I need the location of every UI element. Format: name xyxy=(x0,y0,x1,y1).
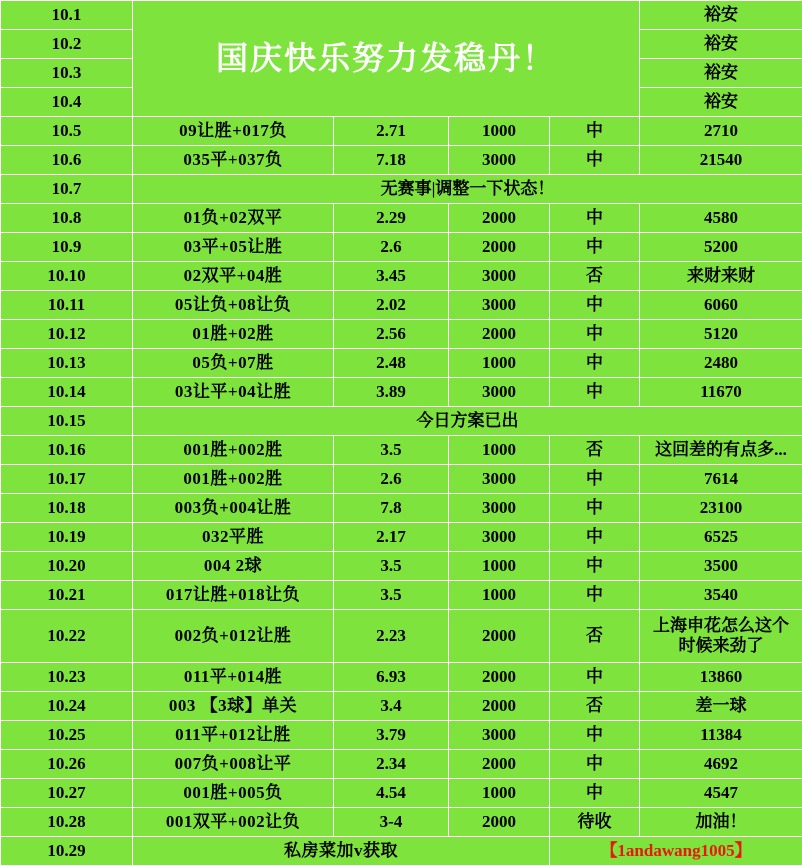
row-date: 10.21 xyxy=(1,581,133,610)
row-pick: 002负+012让胜 xyxy=(133,610,334,663)
row-odds: 2.34 xyxy=(334,750,449,779)
row-return: 5200 xyxy=(640,233,802,262)
row-stake: 2000 xyxy=(449,692,550,721)
row-date: 10.22 xyxy=(1,610,133,663)
row-return: 13860 xyxy=(640,663,802,692)
row-result: 中 xyxy=(550,204,640,233)
table-row xyxy=(1,610,802,663)
row-pick: 03让平+04让胜 xyxy=(133,378,334,407)
table-row xyxy=(1,552,802,581)
row-return: 来财来财 xyxy=(640,262,802,291)
corner-label: 裕安 xyxy=(640,1,802,30)
row-pick: 001胜+002胜 xyxy=(133,465,334,494)
table-row xyxy=(1,204,802,233)
table-row xyxy=(1,779,802,808)
row-date: 10.20 xyxy=(1,552,133,581)
row-odds: 2.71 xyxy=(334,117,449,146)
corner-label: 裕安 xyxy=(640,88,802,117)
table-row xyxy=(1,117,802,146)
row-odds: 4.54 xyxy=(334,779,449,808)
row-odds: 2.48 xyxy=(334,349,449,378)
table-row xyxy=(1,291,802,320)
table-row xyxy=(1,146,802,175)
row-result: 中 xyxy=(550,523,640,552)
row-result: 中 xyxy=(550,146,640,175)
row-pick: 035平+037负 xyxy=(133,146,334,175)
row-date: 10.10 xyxy=(1,262,133,291)
row-return: 4547 xyxy=(640,779,802,808)
row-date: 10.18 xyxy=(1,494,133,523)
row-odds: 2.56 xyxy=(334,320,449,349)
row-odds: 7.8 xyxy=(334,494,449,523)
row-pick: 01胜+02胜 xyxy=(133,320,334,349)
row-odds: 2.17 xyxy=(334,523,449,552)
row-result: 中 xyxy=(550,552,640,581)
row-result: 中 xyxy=(550,663,640,692)
row-result: 中 xyxy=(550,349,640,378)
row-stake: 3000 xyxy=(449,721,550,750)
row-return-line2: 时候来劲了 xyxy=(640,636,802,656)
row-return: 11384 xyxy=(640,721,802,750)
row-stake: 3000 xyxy=(449,146,550,175)
row-pick: 03平+05让胜 xyxy=(133,233,334,262)
table-row xyxy=(1,436,802,465)
table-row xyxy=(1,523,802,552)
row-date: 10.7 xyxy=(1,175,133,204)
row-date: 10.8 xyxy=(1,204,133,233)
row-pick: 05让负+08让负 xyxy=(133,291,334,320)
row-date: 10.29 xyxy=(1,837,133,866)
row-stake: 2000 xyxy=(449,233,550,262)
row-pick: 001胜+002胜 xyxy=(133,436,334,465)
row-date: 10.1 xyxy=(1,1,133,30)
row-return xyxy=(640,610,802,663)
row-odds: 3.4 xyxy=(334,692,449,721)
row-date: 10.6 xyxy=(1,146,133,175)
banner-title: 国庆快乐努力发稳丹！ xyxy=(133,1,640,117)
table-row xyxy=(1,581,802,610)
row-result: 中 xyxy=(550,494,640,523)
row-return: 21540 xyxy=(640,146,802,175)
table-row xyxy=(1,320,802,349)
table-row xyxy=(1,233,802,262)
row-date: 10.26 xyxy=(1,750,133,779)
row-pick: 011平+014胜 xyxy=(133,663,334,692)
row-stake: 3000 xyxy=(449,465,550,494)
row-note: 今日方案已出 xyxy=(133,407,802,436)
row-date: 10.9 xyxy=(1,233,133,262)
table-row xyxy=(1,465,802,494)
row-note: 无赛事|调整一下状态！ xyxy=(133,175,802,204)
table-row xyxy=(1,808,802,837)
row-return: 4692 xyxy=(640,750,802,779)
row-return: 差一球 xyxy=(640,692,802,721)
row-date: 10.11 xyxy=(1,291,133,320)
row-stake: 1000 xyxy=(449,581,550,610)
row-odds: 7.18 xyxy=(334,146,449,175)
row-stake: 2000 xyxy=(449,663,550,692)
row-odds: 3.5 xyxy=(334,581,449,610)
row-result: 中 xyxy=(550,779,640,808)
row-pick: 02双平+04胜 xyxy=(133,262,334,291)
row-pick: 011平+012让胜 xyxy=(133,721,334,750)
row-date: 10.17 xyxy=(1,465,133,494)
table-row xyxy=(1,494,802,523)
table-row xyxy=(1,663,802,692)
row-stake: 3000 xyxy=(449,494,550,523)
row-pick: 007负+008让平 xyxy=(133,750,334,779)
row-stake: 2000 xyxy=(449,204,550,233)
row-stake: 1000 xyxy=(449,779,550,808)
row-date: 10.5 xyxy=(1,117,133,146)
row-stake: 2000 xyxy=(449,750,550,779)
table-row xyxy=(1,721,802,750)
row-pick: 01负+02双平 xyxy=(133,204,334,233)
row-return: 6060 xyxy=(640,291,802,320)
row-odds: 3.89 xyxy=(334,378,449,407)
row-return: 6525 xyxy=(640,523,802,552)
row-pick: 003负+004让胜 xyxy=(133,494,334,523)
row-return: 3500 xyxy=(640,552,802,581)
row-return: 这回差的有点多... xyxy=(640,436,802,465)
row-odds: 2.23 xyxy=(334,610,449,663)
row-odds: 3.5 xyxy=(334,552,449,581)
row-stake: 1000 xyxy=(449,436,550,465)
row-odds: 3.5 xyxy=(334,436,449,465)
contact-handle: 【1andawang1005】 xyxy=(550,837,802,866)
row-stake: 3000 xyxy=(449,523,550,552)
row-odds: 3.45 xyxy=(334,262,449,291)
row-result: 中 xyxy=(550,721,640,750)
table-row xyxy=(1,1,802,30)
row-return: 3540 xyxy=(640,581,802,610)
row-return: 11670 xyxy=(640,378,802,407)
row-odds: 3.79 xyxy=(334,721,449,750)
row-date: 10.3 xyxy=(1,59,133,88)
row-date: 10.14 xyxy=(1,378,133,407)
row-date: 10.24 xyxy=(1,692,133,721)
row-pick: 001胜+005负 xyxy=(133,779,334,808)
row-stake: 1000 xyxy=(449,552,550,581)
row-stake: 1000 xyxy=(449,349,550,378)
row-odds: 2.6 xyxy=(334,233,449,262)
row-stake: 2000 xyxy=(449,808,550,837)
table-row xyxy=(1,837,802,866)
row-result: 否 xyxy=(550,262,640,291)
row-result: 中 xyxy=(550,581,640,610)
row-result: 中 xyxy=(550,378,640,407)
row-date: 10.28 xyxy=(1,808,133,837)
row-odds: 6.93 xyxy=(334,663,449,692)
row-stake: 2000 xyxy=(449,320,550,349)
corner-label: 裕安 xyxy=(640,30,802,59)
row-date: 10.16 xyxy=(1,436,133,465)
row-date: 10.13 xyxy=(1,349,133,378)
row-odds: 2.6 xyxy=(334,465,449,494)
row-pick: 05负+07胜 xyxy=(133,349,334,378)
row-date: 10.2 xyxy=(1,30,133,59)
row-pick: 004 2球 xyxy=(133,552,334,581)
table-row xyxy=(1,407,802,436)
row-date: 10.15 xyxy=(1,407,133,436)
row-odds: 3-4 xyxy=(334,808,449,837)
row-stake: 3000 xyxy=(449,291,550,320)
row-date: 10.25 xyxy=(1,721,133,750)
row-date: 10.23 xyxy=(1,663,133,692)
row-date: 10.19 xyxy=(1,523,133,552)
table-row xyxy=(1,378,802,407)
row-return: 5120 xyxy=(640,320,802,349)
row-result: 待收 xyxy=(550,808,640,837)
row-result: 中 xyxy=(550,291,640,320)
row-return: 23100 xyxy=(640,494,802,523)
row-pick: 09让胜+017负 xyxy=(133,117,334,146)
row-return: 加油！ xyxy=(640,808,802,837)
row-result: 中 xyxy=(550,320,640,349)
row-odds: 2.02 xyxy=(334,291,449,320)
table-row xyxy=(1,262,802,291)
row-result: 中 xyxy=(550,117,640,146)
row-odds: 2.29 xyxy=(334,204,449,233)
row-return: 4580 xyxy=(640,204,802,233)
table-row xyxy=(1,175,802,204)
row-date: 10.27 xyxy=(1,779,133,808)
row-result: 否 xyxy=(550,692,640,721)
row-return: 2480 xyxy=(640,349,802,378)
contact-instruction: 私房菜加v获取 xyxy=(133,837,550,866)
row-result: 否 xyxy=(550,436,640,465)
table-row xyxy=(1,750,802,779)
row-stake: 3000 xyxy=(449,262,550,291)
row-pick: 017让胜+018让负 xyxy=(133,581,334,610)
row-result: 否 xyxy=(550,610,640,663)
row-date: 10.4 xyxy=(1,88,133,117)
row-date: 10.12 xyxy=(1,320,133,349)
row-stake: 3000 xyxy=(449,378,550,407)
table-row xyxy=(1,692,802,721)
row-stake: 1000 xyxy=(449,117,550,146)
row-pick: 001双平+002让负 xyxy=(133,808,334,837)
row-result: 中 xyxy=(550,233,640,262)
row-result: 中 xyxy=(550,465,640,494)
row-result: 中 xyxy=(550,750,640,779)
table-row xyxy=(1,349,802,378)
row-return-line1: 上海申花怎么这个 xyxy=(640,616,802,636)
row-return: 7614 xyxy=(640,465,802,494)
corner-label: 裕安 xyxy=(640,59,802,88)
row-pick: 032平胜 xyxy=(133,523,334,552)
row-return: 2710 xyxy=(640,117,802,146)
row-pick: 003 【3球】单关 xyxy=(133,692,334,721)
row-stake: 2000 xyxy=(449,610,550,663)
